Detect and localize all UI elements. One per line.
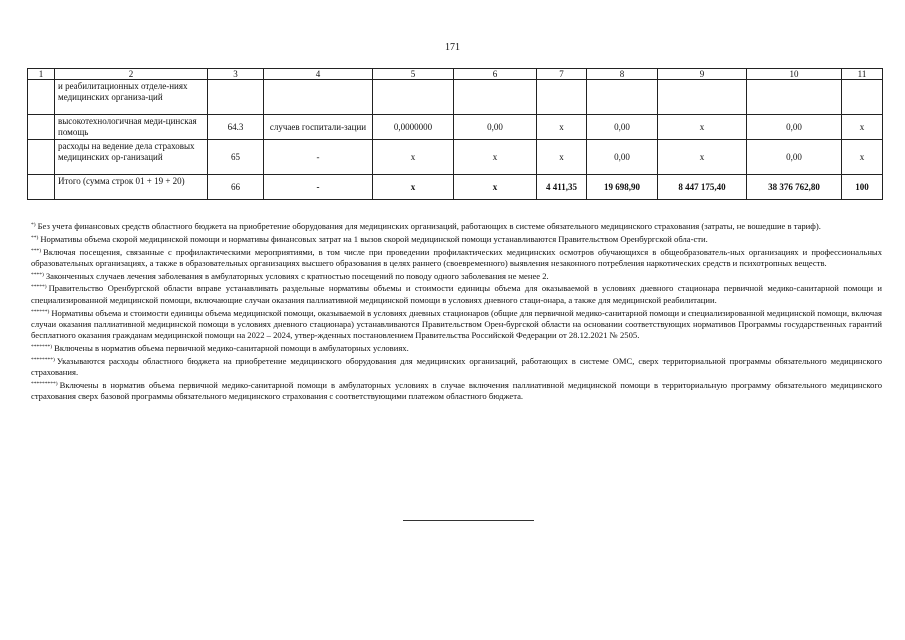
table-cell: 0,00 [747,140,842,175]
table-cell [842,80,883,115]
table-cell [747,80,842,115]
footnote-mark: ******) [31,308,50,315]
table-cell: 0,00 [587,140,658,175]
table-cell: x [842,115,883,140]
table-cell: 64.3 [208,115,264,140]
footnote [31,380,882,403]
footnote-text: Нормативы объема и стоимости единицы объема медицинской помощи, оказываемой в условиях дневных стационаров (общие для первичной медико-санитарной помощи и специализированной медицинской помощи, включая случаи оказания паллиативной медицинской помощи в условиях дневного стационара) устанавливаются Правительством Орен-бургской области на основании соответствующих нормативов Программы государственных гарантий бесплатного оказания гражданам медицинской помощи на 2022 – 2024, утвер-жденных постановлением Правительства Российской Федерации от 28.12.2021 № 2505. [31,307,882,341]
row-name: расходы на ведение дела страховых медицинских ор-ганизаций [55,140,208,175]
footnote-mark: *********) [31,380,58,387]
column-header: 11 [842,69,883,80]
table-cell: 4 411,35 [537,175,587,200]
column-header: 9 [658,69,747,80]
column-header: 10 [747,69,842,80]
column-header: 1 [28,69,55,80]
table-cell: 38 376 762,80 [747,175,842,200]
table-cell [658,80,747,115]
table-cell [28,80,55,115]
footnote-text: Включая посещения, связанные с профилактическими мероприятиями, в том числе при проведении профилактических медицинских осмотров обучающихся в общеобразователь-ных организациях и профессиональных образовательных организациях, а также в образовательных организациях высшего образования в целях раннего (своевременного) выявления незаконного потребления наркотических средств и психотропных веществ. [31,246,882,268]
total-row [28,175,883,200]
table-cell: x [454,140,537,175]
table-cell: 66 [208,175,264,200]
footnotes [31,221,882,404]
table-cell [264,80,373,115]
table-cell: x [454,175,537,200]
table-cell: x [658,140,747,175]
footnote [31,283,882,306]
table-cell: x [373,175,454,200]
footnote-mark: *******) [31,343,53,350]
table-cell [208,80,264,115]
footnote [31,356,882,379]
footnote-text: Указываются расходы областного бюджета на приобретение медицинского оборудования для медицинских организаций, работающих в системе ОМС, сверх территориальной программы обязательного медицинского страхования. [31,355,882,378]
table-cell: - [264,175,373,200]
page-number: 171 [445,42,460,53]
table-cell: 0,0000000 [373,115,454,140]
table-cell [28,115,55,140]
table-header-row [28,69,883,80]
footnote-text: Включены в норматив объема первичной медико-санитарной помощи в амбулаторных условиях в случае включения паллиативной медицинской помощи в территориальную программу обязательного медицинского страхования сверх базовой программы обязательного медицинского страхования с соответствующими платежом областного бюджета. [31,379,882,402]
footnote [31,271,882,282]
table-cell [537,80,587,115]
footnote-text: Нормативы объема скорой медицинской помощи и нормативы финансовых затрат на 1 вызов скорой медицинской помощи устанавливаются Правительством Оренбургской обла-сти. [40,233,708,244]
financing-table [27,68,883,200]
footnote-text: Правительство Оренбургской области вправе устанавливать раздельные нормативы объемы и стоимости единицы объема для оказываемой в условиях дневного стационара первичной медико-санитарной помощи и специализированной медицинской помощи, включающие случаи оказания паллиативной медицинской помощи в условиях дневного стаци-онара, а также для медицинской реабилитации. [31,283,882,305]
table-row [28,80,883,115]
column-header: 3 [208,69,264,80]
footnote-mark: ********) [31,356,55,363]
footnote-text: Законченных случаев лечения заболевания в амбулаторных условиях с кратностью посещений по поводу одного заболевания не менее 2. [45,270,549,281]
footnote [31,343,882,354]
footnote-text: Включены в норматив объема первичной медико-санитарной помощи в амбулаторных условиях. [54,342,409,353]
table-cell: 0,00 [747,115,842,140]
table-cell: случаев госпитали-зации [264,115,373,140]
footnote-mark: ****) [31,271,44,278]
row-name: Итого (сумма строк 01 + 19 + 20) [55,175,208,200]
column-header: 2 [55,69,208,80]
column-header: 8 [587,69,658,80]
footnote [31,247,882,270]
column-header: 4 [264,69,373,80]
table-cell: 0,00 [587,115,658,140]
table-cell: 19 698,90 [587,175,658,200]
table-cell [587,80,658,115]
footnote [31,308,882,342]
footnote-mark: *****) [31,284,47,291]
row-name: и реабилитационных отделе-ниях медицинских организа-ций [55,80,208,115]
column-header: 5 [373,69,454,80]
table-cell [28,140,55,175]
table-row [28,115,883,140]
table-cell: x [658,115,747,140]
table-cell: 100 [842,175,883,200]
section-divider [403,520,534,521]
footnote [31,234,882,245]
column-header: 6 [454,69,537,80]
table-cell: 65 [208,140,264,175]
table-cell: x [373,140,454,175]
footnote-mark: **) [31,234,39,241]
footnote-text: Без учета финансовых средств областного бюджета на приобретение оборудования для медицинских организаций, работающих в системе обязательного медицинского страхования (затраты, не вошедшие в тариф). [37,221,821,231]
table-cell: x [537,115,587,140]
table-cell: - [264,140,373,175]
row-name: высокотехнологичная меди-цинская помощь [55,115,208,140]
table-cell: 0,00 [454,115,537,140]
table-row [28,140,883,175]
footnote-mark: ***) [31,247,42,254]
table-cell: x [537,140,587,175]
table-cell [373,80,454,115]
footnote-mark: *) [31,222,36,228]
table-cell: x [842,140,883,175]
footnote [31,221,882,232]
table-cell [28,175,55,200]
table-cell [454,80,537,115]
table-cell: 8 447 175,40 [658,175,747,200]
column-header: 7 [537,69,587,80]
